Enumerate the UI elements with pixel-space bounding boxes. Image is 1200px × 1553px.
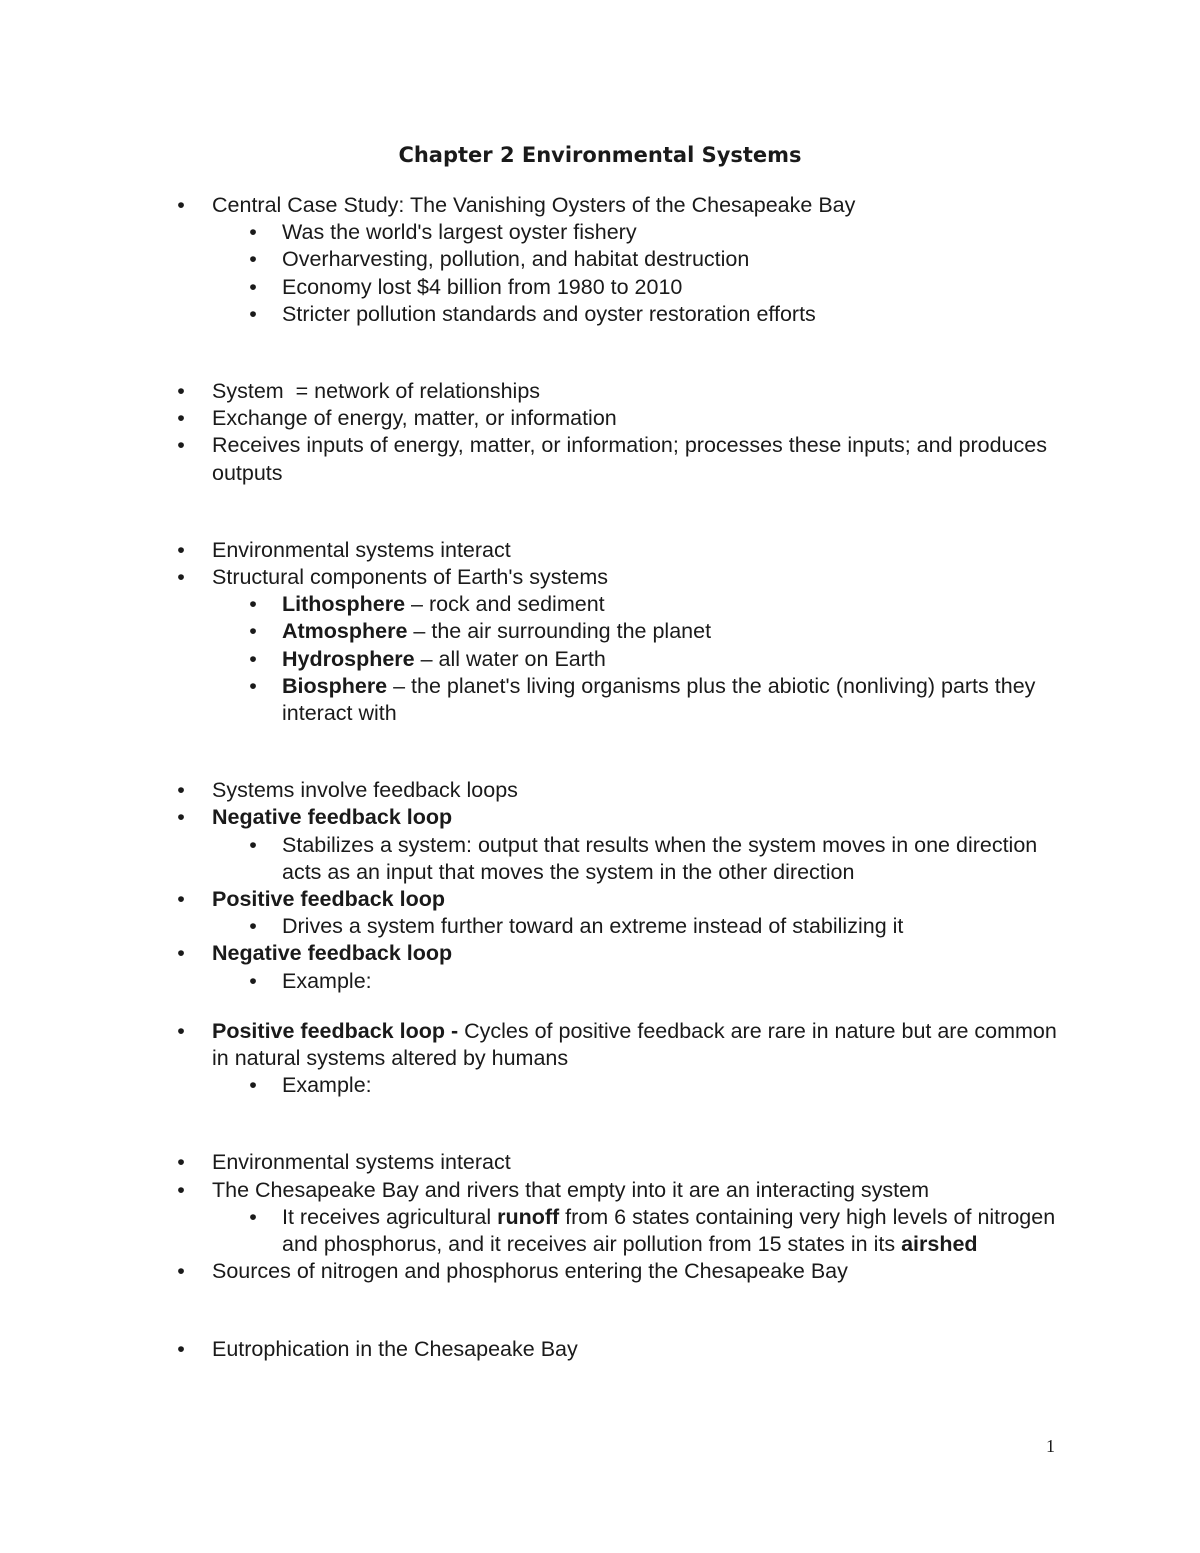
list-item-text: It receives agricultural xyxy=(282,1204,498,1229)
spacer xyxy=(0,1286,1200,1336)
list-item-text: Drives a system further toward an extreme instead of stabilizing it xyxy=(282,914,904,939)
bullet-icon: • xyxy=(177,406,185,431)
list-item-text: The Chesapeake Bay and rivers that empty into it are an interacting system xyxy=(212,1177,930,1202)
bullet-icon: • xyxy=(249,1073,257,1098)
bullet-icon: • xyxy=(249,592,257,617)
list-item-positive-feedback-2 xyxy=(0,1018,1060,1072)
bullet-icon: • xyxy=(249,914,257,939)
list-item-largest-fishery xyxy=(0,219,1060,246)
bullet-icon: • xyxy=(177,1336,185,1361)
list-item-inputs-outputs xyxy=(0,432,1060,486)
spacer xyxy=(0,328,1200,378)
bullet-icon: • xyxy=(249,619,257,644)
list-item-eutrophication xyxy=(0,1336,1060,1363)
list-item-systems-interact-2 xyxy=(0,1149,1060,1176)
term-airshed: airshed xyxy=(901,1232,978,1257)
bullet-icon: • xyxy=(177,778,185,803)
list-item-text: Economy lost $4 billion from 1980 to 2010 xyxy=(282,274,683,299)
page-number: 1 xyxy=(1046,1436,1055,1456)
bullet-icon: • xyxy=(177,1018,185,1043)
list-item-text: Cycles of positive feedback are rare in nature but are common in natural systems altered by humans xyxy=(212,1018,1057,1071)
list-item-positive-feedback xyxy=(0,886,1060,913)
list-item-text: from 6 states containing very high levels of nitrogen and phosphorus, and it receives air pollution from 15 states in its xyxy=(282,1204,1062,1257)
list-item-example-2 xyxy=(0,1072,1060,1099)
term-atmosphere: Atmosphere xyxy=(282,619,408,644)
list-item-case-study xyxy=(0,192,1060,219)
bullet-icon: • xyxy=(249,832,257,857)
bullet-icon: • xyxy=(177,1177,185,1202)
bullet-icon: • xyxy=(249,673,257,698)
spacer xyxy=(0,727,1200,777)
list-item-runoff xyxy=(0,1204,1060,1258)
list-item-text: Systems involve feedback loops xyxy=(212,778,518,803)
bullet-icon: • xyxy=(177,1259,185,1284)
page-title: Chapter 2 Environmental Systems xyxy=(398,143,802,167)
term-hydrosphere: Hydrosphere xyxy=(282,646,415,671)
term-lithosphere: Lithosphere xyxy=(282,592,406,617)
list-item-text: Environmental systems interact xyxy=(212,537,511,562)
bullet-icon: • xyxy=(177,193,185,217)
list-item-exchange xyxy=(0,405,1060,432)
bullet-icon: • xyxy=(177,941,185,966)
list-item-negative-feedback xyxy=(0,804,1060,831)
list-item-text: System = network of relationships xyxy=(212,379,541,404)
list-item-feedback-intro xyxy=(0,777,1060,804)
case-study-text: Central Case Study: The Vanishing Oysters of the Chesapeake Bay xyxy=(212,193,856,217)
bullet-icon: • xyxy=(249,968,257,993)
definition-text: – rock and sediment xyxy=(405,592,605,617)
bullet-icon: • xyxy=(249,220,257,245)
bullet-icon: • xyxy=(249,301,257,326)
list-item-text: Sources of nitrogen and phosphorus entering the Chesapeake Bay xyxy=(212,1259,848,1284)
bullet-icon: • xyxy=(249,247,257,272)
bullet-icon: • xyxy=(177,565,185,590)
list-item-text: Exchange of energy, matter, or information xyxy=(212,406,617,431)
spacer xyxy=(0,1099,1200,1149)
list-item-atmosphere xyxy=(0,618,1060,645)
bullet-icon: • xyxy=(177,537,185,562)
list-item-systems-interact xyxy=(0,537,1060,564)
spacer xyxy=(0,995,1200,1018)
bullet-icon: • xyxy=(177,1150,185,1175)
definition-text: – the planet's living organisms plus the abiotic (nonliving) parts they interact with xyxy=(282,673,1036,726)
list-item-hydrosphere xyxy=(0,646,1060,673)
list-item-lithosphere xyxy=(0,591,1060,618)
list-item-structural-components xyxy=(0,564,1060,591)
bullet-icon: • xyxy=(177,379,185,404)
list-item-system-definition xyxy=(0,378,1060,405)
list-item-restoration xyxy=(0,301,1060,328)
list-item-text: Example: xyxy=(282,1073,372,1098)
list-item-example xyxy=(0,968,1060,995)
list-item-sources xyxy=(0,1258,1060,1285)
list-item-drives-extreme xyxy=(0,913,1060,940)
term-negative-feedback: Negative feedback loop xyxy=(212,941,453,966)
list-item-bay-system xyxy=(0,1177,1060,1204)
document-body xyxy=(0,192,1200,1363)
term-negative-feedback: Negative feedback loop xyxy=(212,805,453,830)
bullet-icon: • xyxy=(177,887,185,912)
list-item-text: Structural components of Earth's systems xyxy=(212,565,609,590)
bullet-icon: • xyxy=(177,805,185,830)
spacer xyxy=(0,487,1200,537)
list-item-biosphere xyxy=(0,673,1060,727)
definition-text: – the air surrounding the planet xyxy=(407,619,712,644)
list-item-text: Was the world's largest oyster fishery xyxy=(282,220,637,245)
list-item-text: Environmental systems interact xyxy=(212,1150,511,1175)
term-biosphere: Biosphere xyxy=(282,673,388,698)
list-item-negative-feedback-2 xyxy=(0,940,1060,967)
list-item-text: Example: xyxy=(282,968,372,993)
bullet-icon: • xyxy=(249,1204,257,1229)
term-positive-feedback: Positive feedback loop xyxy=(212,887,445,912)
list-item-stabilizes xyxy=(0,832,1060,886)
bullet-icon: • xyxy=(249,646,257,671)
list-item-text: Stabilizes a system: output that results when the system moves in one direction acts as an input that moves the system in the other direction xyxy=(282,832,1038,884)
term-runoff: runoff xyxy=(497,1204,560,1229)
definition-text: – all water on Earth xyxy=(414,646,606,671)
list-item-text: Stricter pollution standards and oyster restoration efforts xyxy=(282,301,816,326)
list-item-economy-lost xyxy=(0,274,1060,301)
bullet-icon: • xyxy=(177,433,185,458)
list-item-text: Overharvesting, pollution, and habitat destruction xyxy=(282,247,750,272)
term-positive-feedback: Positive feedback loop - xyxy=(212,1018,465,1043)
bullet-icon: • xyxy=(249,274,257,299)
list-item-text: Eutrophication in the Chesapeake Bay xyxy=(212,1336,578,1361)
list-item-overharvesting xyxy=(0,246,1060,273)
list-item-text: Receives inputs of energy, matter, or information; processes these inputs; and produces outputs xyxy=(212,433,1047,485)
